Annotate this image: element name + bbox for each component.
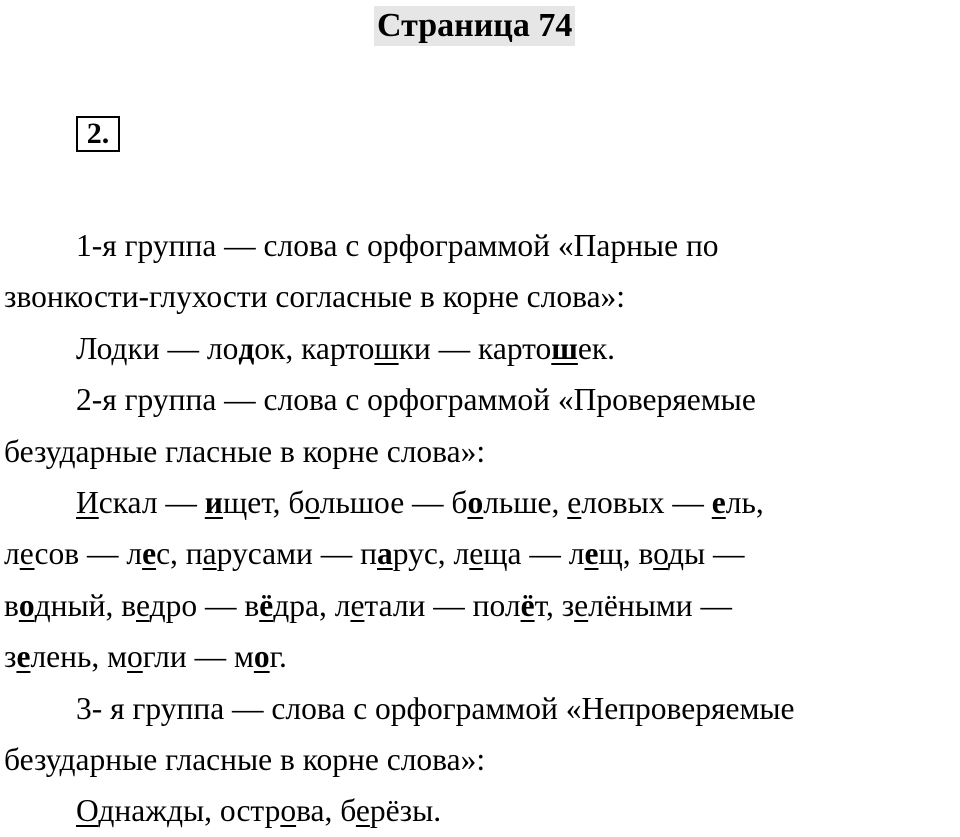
text-segment: л bbox=[4, 536, 20, 572]
underlined-letter: е bbox=[19, 536, 35, 572]
text-segment: ек. bbox=[577, 330, 616, 366]
bold-underlined-letter: о bbox=[18, 587, 35, 623]
bold-underlined-letter: а bbox=[376, 536, 393, 572]
text-line bbox=[4, 271, 960, 322]
text-segment: 3- я группа — слова с орфограммой «Непроверяемые bbox=[76, 690, 795, 726]
bold-underlined-letter: е bbox=[142, 536, 157, 572]
text-segment: лень, м bbox=[30, 639, 128, 675]
bold-underlined-letter: ш bbox=[551, 330, 578, 366]
page-title: Страница 74 bbox=[374, 6, 575, 46]
underlined-letter: ш bbox=[374, 330, 399, 366]
text-line bbox=[4, 683, 960, 734]
underlined-letter: О bbox=[76, 793, 99, 829]
text-line bbox=[4, 528, 960, 579]
text-segment: 1-я группа — слова с орфограммой «Парные по bbox=[76, 228, 719, 263]
text-segment: лёными — bbox=[588, 587, 733, 623]
text-segment: безударные гласные в корне слова»: bbox=[4, 742, 486, 778]
text-segment: в bbox=[4, 587, 19, 623]
text-segment: русами — п bbox=[216, 536, 377, 572]
underlined-letter: о bbox=[127, 639, 143, 675]
underlined-letter: е bbox=[135, 587, 150, 623]
text-segment: ки — карто bbox=[398, 330, 552, 366]
text-segment: дный, в bbox=[34, 587, 136, 623]
text-segment: с, п bbox=[156, 536, 203, 572]
text-line bbox=[4, 477, 960, 528]
bold-underlined-letter: и bbox=[204, 485, 223, 521]
text-segment: безударные гласные в корне слова»: bbox=[4, 433, 486, 469]
text-segment: льше, bbox=[483, 485, 568, 521]
underlined-letter: о bbox=[304, 485, 320, 521]
bold-underlined-letter: ё bbox=[259, 587, 274, 623]
underlined-letter: о bbox=[280, 793, 297, 829]
underlined-letter: е bbox=[355, 793, 370, 829]
text-segment: т, з bbox=[534, 587, 575, 623]
text-segment: рус, л bbox=[392, 536, 470, 572]
bold-underlined-letter: д bbox=[238, 330, 255, 366]
text-segment: г. bbox=[269, 639, 287, 675]
text-segment: льшое — б bbox=[319, 485, 468, 521]
bold-underlined-letter: ё bbox=[520, 587, 535, 623]
text-line bbox=[4, 785, 960, 836]
text-segment: дро — в bbox=[149, 587, 260, 623]
text-segment: тали — пол bbox=[364, 587, 521, 623]
text-segment: ль, bbox=[725, 485, 764, 521]
text-line bbox=[4, 580, 960, 631]
text-segment: ва, б bbox=[296, 793, 356, 829]
underlined-letter: е bbox=[469, 536, 484, 572]
underlined-letter: е bbox=[350, 587, 365, 623]
text-line bbox=[4, 220, 960, 271]
text-segment: днажды, остр bbox=[98, 793, 281, 829]
text-line bbox=[4, 323, 960, 374]
text-segment: сов — л bbox=[34, 536, 143, 572]
text-segment: Лодки — ло bbox=[76, 330, 239, 366]
text-segment: з bbox=[4, 639, 17, 675]
answer-text bbox=[4, 220, 960, 837]
bold-underlined-letter: е bbox=[584, 536, 599, 572]
text-line bbox=[4, 631, 960, 682]
bold-underlined-letter: е bbox=[16, 639, 31, 675]
bold-underlined-letter: о bbox=[253, 639, 270, 675]
underlined-letter: е bbox=[567, 485, 582, 521]
text-segment: 2-я группа — слова с орфограммой «Проверяемые bbox=[76, 382, 756, 418]
underlined-letter: а bbox=[202, 536, 217, 572]
underlined-letter: И bbox=[76, 485, 99, 521]
text-segment: рёзы. bbox=[369, 793, 442, 829]
text-segment: щет, б bbox=[222, 485, 305, 521]
text-segment: ловых — bbox=[581, 485, 712, 521]
task-number-box: 2. bbox=[76, 116, 120, 152]
bold-underlined-letter: е bbox=[711, 485, 726, 521]
text-segment: щ, в bbox=[598, 536, 654, 572]
text-segment: дра, л bbox=[273, 587, 351, 623]
text-line bbox=[4, 426, 960, 477]
text-segment: звонкости-глухости согласные в корне слова»: bbox=[4, 279, 626, 315]
text-segment: гли — м bbox=[142, 639, 254, 675]
text-line bbox=[4, 734, 960, 785]
text-segment: скал — bbox=[98, 485, 205, 521]
underlined-letter: е bbox=[574, 587, 589, 623]
text-line bbox=[4, 374, 960, 425]
text-segment: ща — л bbox=[483, 536, 585, 572]
text-segment: ды — bbox=[667, 536, 745, 572]
text-segment: ок, карто bbox=[254, 330, 375, 366]
bold-underlined-letter: о bbox=[467, 485, 484, 521]
underlined-letter: о bbox=[653, 536, 668, 572]
